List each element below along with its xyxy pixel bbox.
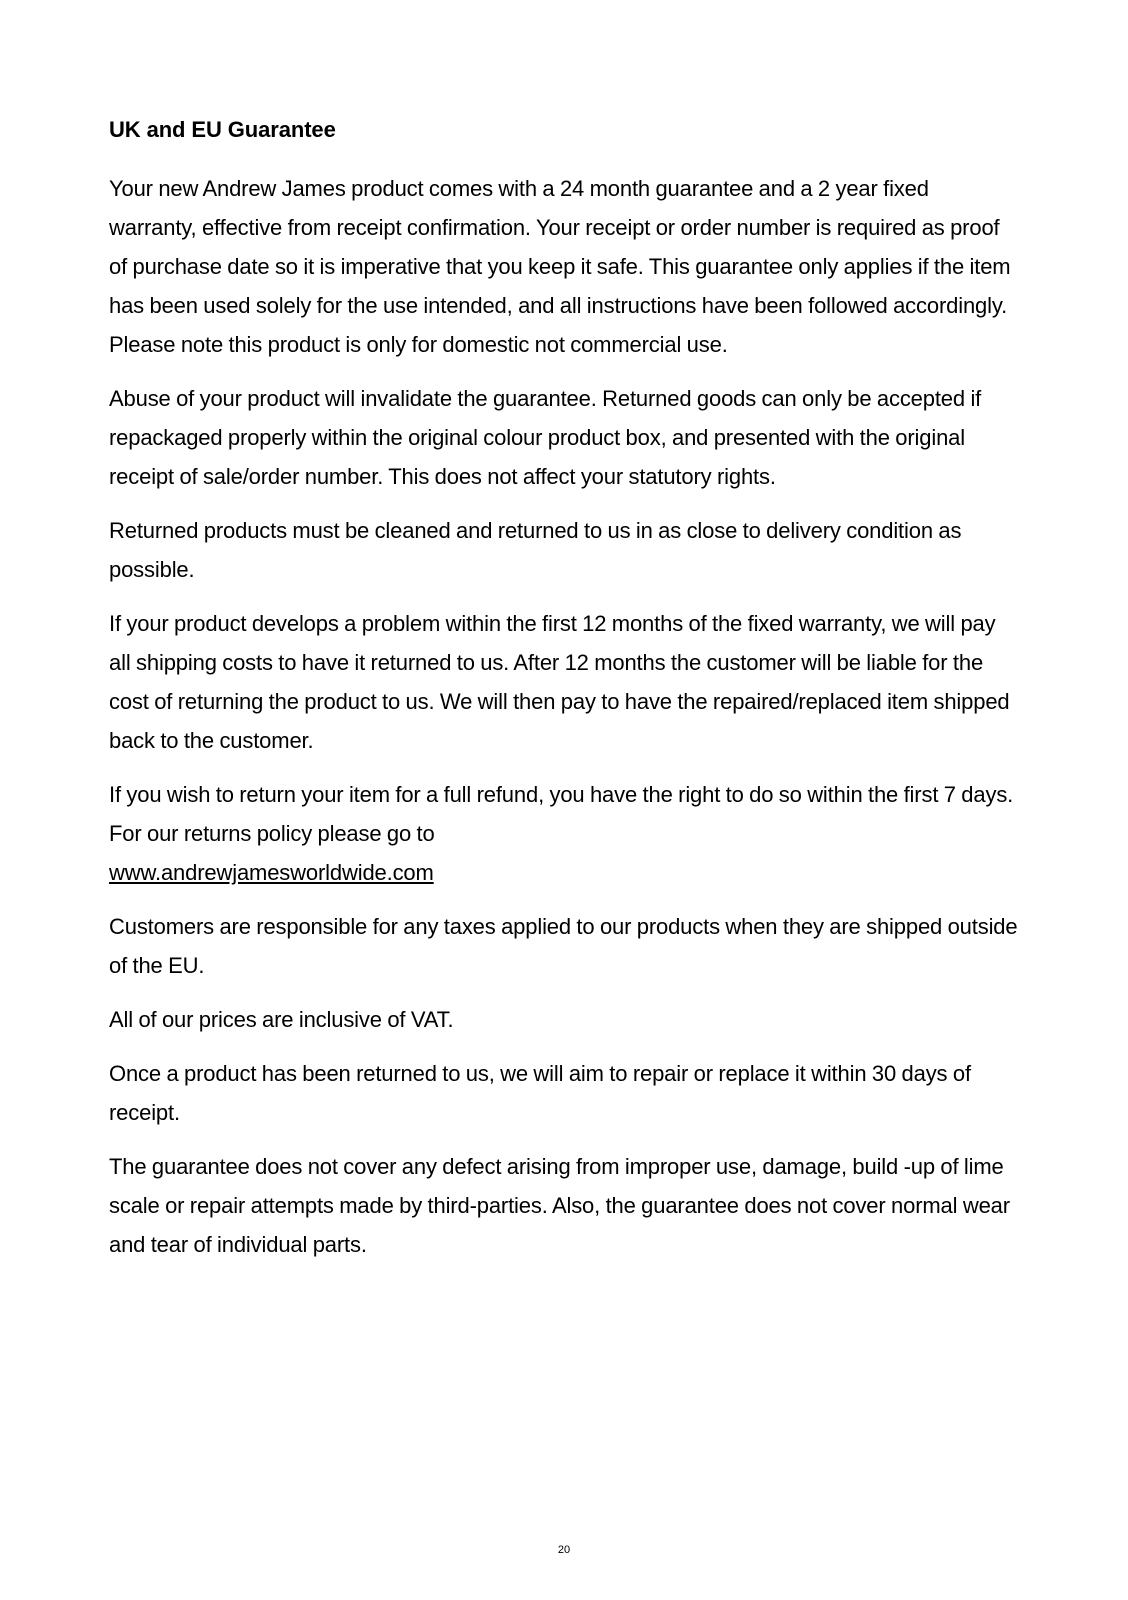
page-content [109,116,1021,1279]
paragraph-cleaning-requirement: Returned products must be cleaned and returned to us in as close to delivery condition as possible. [109,518,962,582]
paragraph-exclusions: The guarantee does not cover any defect arising from improper use, damage, build -up of lime scale or repair attempts made by third-parties. Also, the guarantee does not cover normal wear and tear of individual parts. [109,1154,1010,1257]
page-number: 20 [557,1544,571,1556]
paragraph-vat: All of our prices are inclusive of VAT. [109,1007,454,1032]
paragraph-refund-policy [109,775,1021,853]
paragraph-abuse-policy: Abuse of your product will invalidate the guarantee. Returned goods can only be accepted if repackaged properly within the original colour product box, and presented with the original receipt of sale/order number. This does not affect your statutory rights. [109,386,982,489]
paragraph-guarantee-terms: Your new Andrew James product comes with a 24 month guarantee and a 2 year fixed warranty, effective from receipt confirmation. Your receipt or order number is required as proof of purchase date so it is imperative that you keep it safe. This guarantee only applies if the item has been used solely for the use intended, and all instructions have been followed accordingly. Please note this product is only for domestic not commercial use. [109,176,1011,357]
paragraph-repair-timeframe: Once a product has been returned to us, we will aim to repair or replace it within 30 days of receipt. [109,1061,971,1125]
returns-link-line [109,853,1021,892]
paragraph-taxes: Customers are responsible for any taxes applied to our products when they are shipped outside of the EU. [109,914,1018,978]
paragraph-refund-text: If you wish to return your item for a full refund, you have the right to do so within the first 7 days. For our returns policy please go to [109,782,1014,846]
returns-policy-link[interactable]: www.andrewjamesworldwide.com [109,860,434,885]
paragraph-shipping-costs: If your product develops a problem within the first 12 months of the fixed warranty, we will pay all shipping costs to have it returned to us. After 12 months the customer will be liable for the cost of returning the product to us. We will then pay to have the repaired/replaced item shipped back to the customer. [109,611,1010,753]
section-heading: UK and EU Guarantee [109,117,336,142]
